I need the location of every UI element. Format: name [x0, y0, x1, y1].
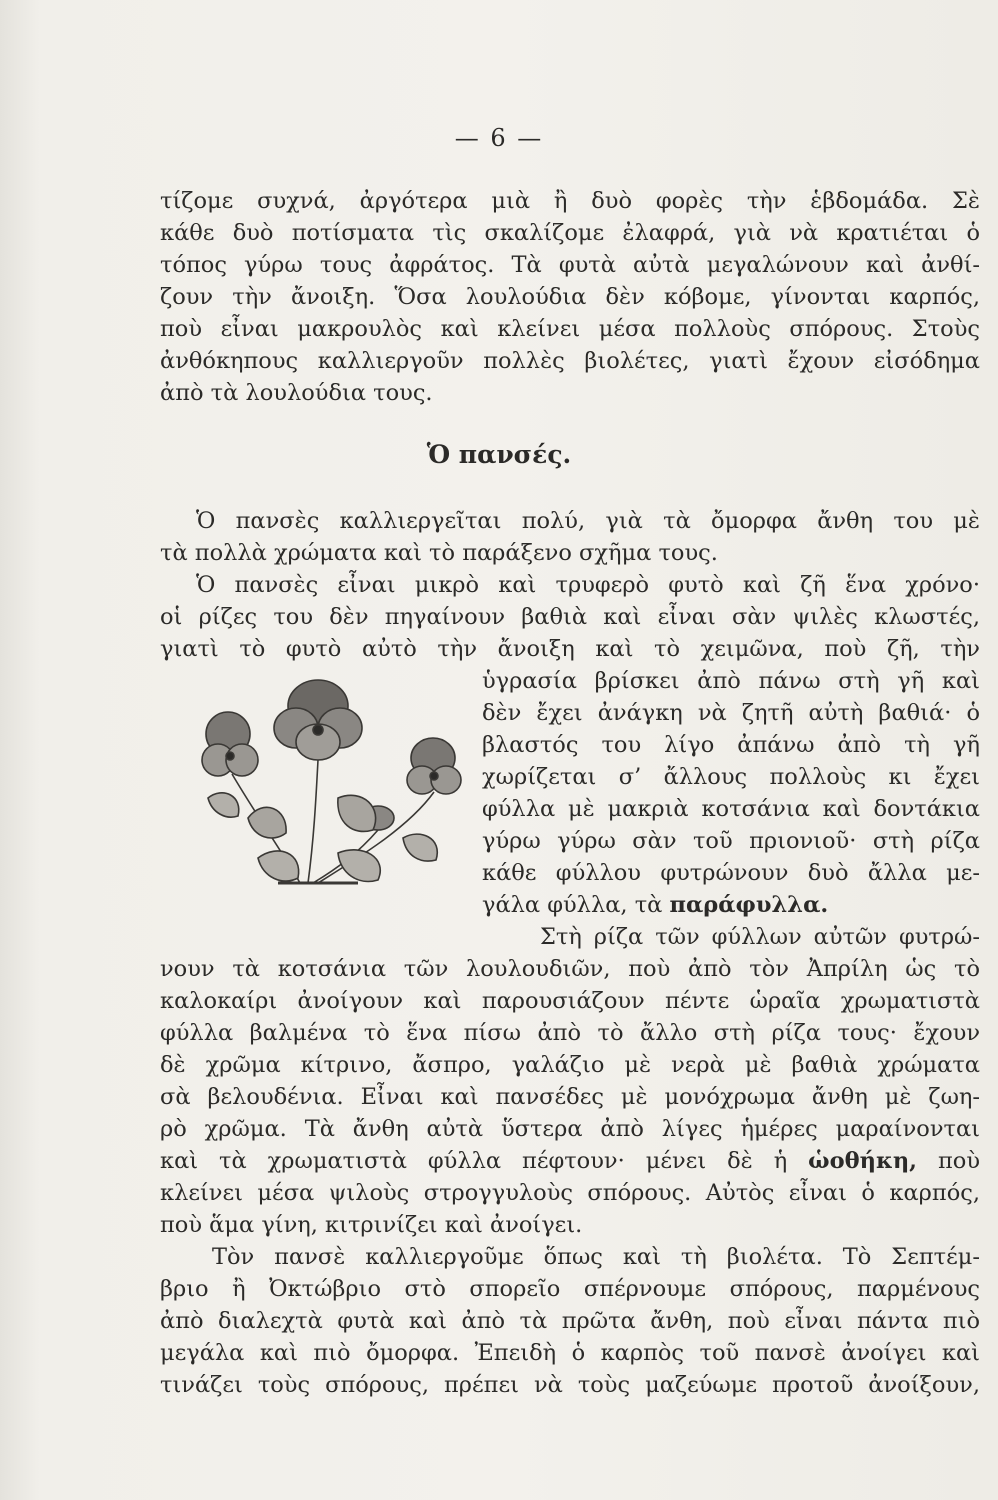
text-line: ἀπὸ τὰ λουλούδια τους.: [160, 380, 433, 406]
bold-term: παράφυλλα.: [669, 892, 829, 918]
text-line: οἱ ρίζες του δὲν πηγαίνουν βαθιὰ καὶ εἶναι σὰν ψιλὲς κλωστές,: [160, 604, 980, 630]
text-line: τὰ πολλὰ χρώματα καὶ τὸ παράξενο σχῆμα τους.: [160, 540, 718, 566]
text-line: βριο ἢ Ὀκτώβριο στὸ σπορεῖο σπέρνουμε σπόρους, παρμένους: [160, 1276, 980, 1302]
text-line: τινάζει τοὺς σπόρους, πρέπει νὰ τοὺς μαζεύωμε προτοῦ ἀνοίξουν,: [160, 1372, 980, 1398]
text-line: καλοκαίρι ἀνοίγουν καὶ παρουσιάζουν πέντε ὡραῖα χρωματιστὰ: [160, 988, 980, 1014]
text-line: δὲ χρῶμα κίτρινο, ἄσπρο, γαλάζιο μὲ νερὰ μὲ βαθιὰ χρώματα: [160, 1052, 980, 1078]
text-line: ρὸ χρῶμα. Τὰ ἄνθη αὐτὰ ὕστερα ἀπὸ λίγες ἡμέρες μαραίνονται: [160, 1116, 980, 1142]
text-line: μεγάλα καὶ πιὸ ὄμορφα. Ἐπειδὴ ὁ καρπὸς τοῦ πανσὲ ἀνοίγει καὶ: [160, 1340, 980, 1366]
text-run: ποὺ: [917, 1148, 980, 1174]
bold-term: ὡοθήκη,: [808, 1148, 918, 1174]
text-run: γάλα φύλλα, τὰ: [482, 892, 670, 918]
text-line: χωρίζεται σ’ ἄλλους πολλοὺς κι ἔχει: [482, 764, 980, 790]
text-line: φύλλα βαλμένα τὸ ἕνα πίσω ἀπὸ τὸ ἄλλο στὴ ρίζα τους· ἔχουν: [160, 1020, 980, 1046]
text-line: σὰ βελουδένια. Εἶναι καὶ πανσέδες μὲ μονόχρωμα ἄνθη μὲ ζωη-: [160, 1084, 980, 1110]
text-line: νουν τὰ κοτσάνια τῶν λουλουδιῶν, ποὺ ἀπὸ τὸν Ἀπρίλη ὡς τὸ: [160, 956, 980, 982]
text-line: φύλλα μὲ μακριὰ κοτσάνια καὶ δοντάκια: [482, 796, 980, 822]
pansy-flower-icon: [274, 680, 362, 760]
page-number: — 6 —: [454, 124, 544, 152]
text-line: κάθε δυὸ ποτίσματα τὶς σκαλίζομε ἐλαφρά, γιὰ νὰ κρατιέται ὁ: [160, 220, 980, 246]
section-heading: Ὁ πανσές.: [426, 440, 572, 469]
text-line: Τὸν πανσὲ καλλιεργοῦμε ὅπως καὶ τὴ βιολέτα. Τὸ Σεπτέμ-: [212, 1244, 980, 1270]
text-line: βλαστός του λίγο ἀπάνω ἀπὸ τὴ γῆ: [482, 732, 980, 758]
text-line: Ὁ πανσὲς καλλιεργεῖται πολύ, γιὰ τὰ ὄμορφα ἄνθη του μὲ: [196, 508, 980, 534]
text-line: [482, 890, 980, 920]
text-line: ζουν τὴν ἄνοιξη. Ὅσα λουλούδια δὲν κόβομε, γίνονται καρπός,: [160, 284, 980, 310]
text-line: [160, 1146, 980, 1176]
text-line: ἀπὸ διαλεχτὰ φυτὰ καὶ ἀπὸ τὰ πρῶτα ἄνθη, ποὺ εἶναι πάντα πιὸ: [160, 1308, 980, 1334]
text-run: καὶ τὰ χρωματιστὰ φύλλα πέφτουν· μένει δὲ ἡ: [160, 1148, 809, 1174]
text-line: τόπος γύρω τους ἀφράτος. Τὰ φυτὰ αὐτὰ μεγαλώνουν καὶ ἀνθί-: [160, 252, 980, 278]
text-line: ποὺ ἅμα γίνη, κιτρινίζει καὶ ἀνοίγει.: [160, 1212, 583, 1238]
pansy-flower-icon: [407, 738, 461, 794]
text-line: δὲν ἔχει ἀνάγκη νὰ ζητῆ αὐτὴ βαθιά· ὁ: [482, 700, 980, 726]
text-line: γύρω γύρω σὰν τοῦ πριονιοῦ· στὴ ρίζα: [482, 828, 980, 854]
text-line: γιατὶ τὸ φυτὸ αὐτὸ τὴν ἄνοιξη καὶ τὸ χειμῶνα, ποὺ ζῆ, τὴν: [160, 636, 980, 662]
text-line: Στὴ ρίζα τῶν φύλλων αὐτῶν φυτρώ-: [540, 924, 980, 950]
text-line: ποὺ εἶναι μακρουλὸς καὶ κλείνει μέσα πολλοὺς σπόρους. Στοὺς: [160, 316, 980, 342]
text-line: κάθε φύλλου φυτρώνουν δυὸ ἄλλα με-: [482, 860, 980, 886]
pansy-illustration: [188, 668, 478, 898]
text-line: Ὁ πανσὲς εἶναι μικρὸ καὶ τρυφερὸ φυτὸ καὶ ζῆ ἕνα χρόνο·: [196, 572, 980, 598]
text-line: κλείνει μέσα ψιλοὺς στρογγυλοὺς σπόρους. Αὐτὸς εἶναι ὁ καρπός,: [160, 1180, 980, 1206]
pansy-flower-icon: [202, 712, 258, 776]
text-line: ἀνθόκηπους καλλιεργοῦν πολλὲς βιολέτες, γιατὶ ἔχουν εἰσόδημα: [160, 348, 980, 374]
text-line: τίζομε συχνά, ἀργότερα μιὰ ἢ δυὸ φορὲς τὴν ἑβδομάδα. Σὲ: [160, 188, 980, 214]
text-line: ὑγρασία βρίσκει ἀπὸ πάνω στὴ γῆ καὶ: [482, 668, 980, 694]
